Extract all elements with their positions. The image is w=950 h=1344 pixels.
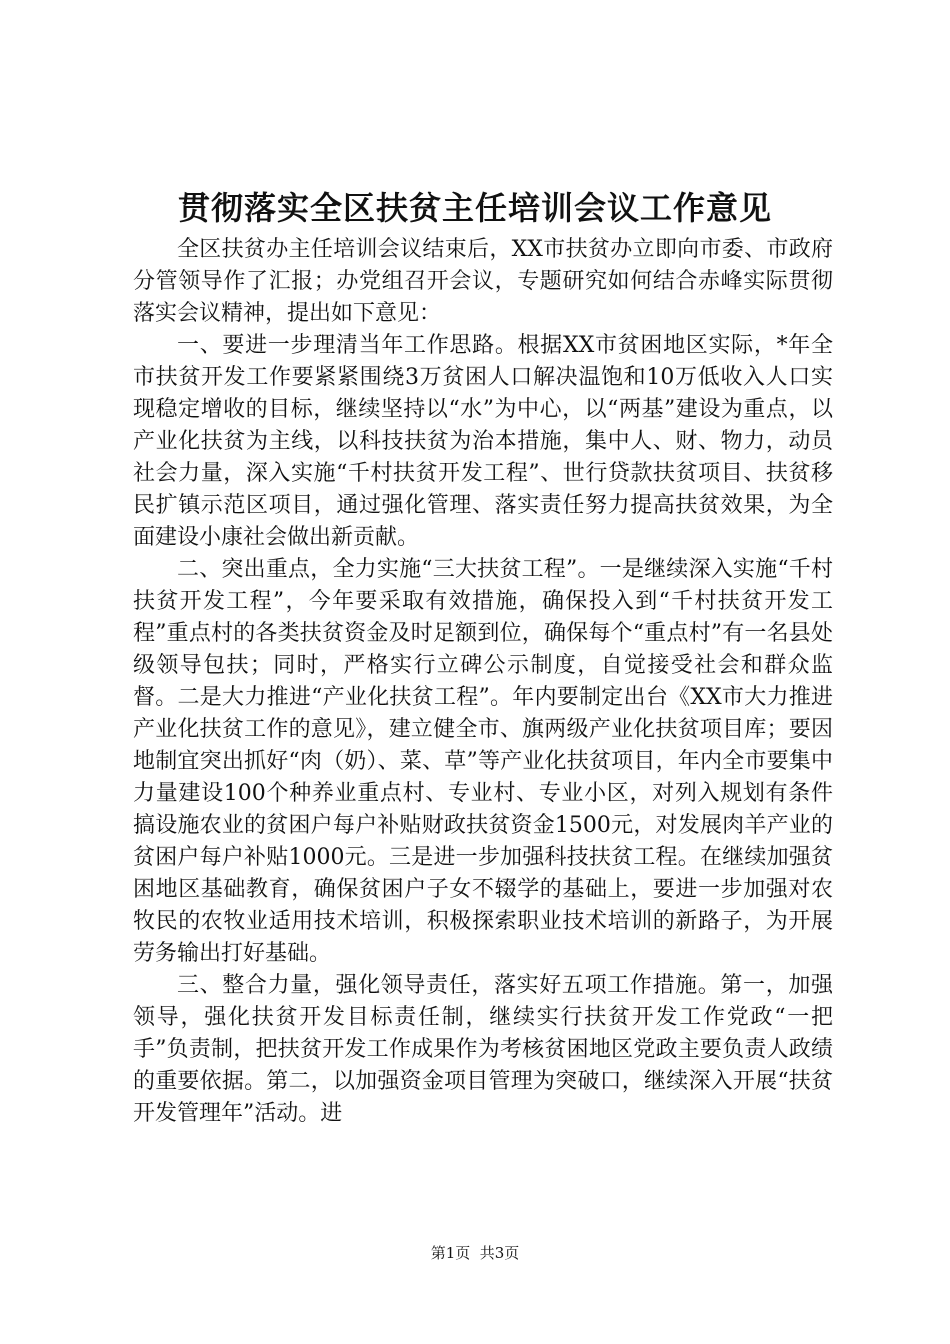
page-footer: 第1页 共3页 xyxy=(430,1244,520,1262)
paragraph-section-1: 一、要进一步理清当年工作思路。根据XX市贫困地区实际，*年全市扶贫开发工作要紧紧围绕3万贫困人口解决温饱和10万低收入人口实现稳定增收的目标，继续坚持以“水”为中心，以“两基”建设为重点，以产业化扶贫为主线，以科技扶贫为治本措施，集中人、财、物力，动员社会力量，深入实施“千村扶贫开发工程”、世行贷款扶贫项目、扶贫移民扩镇示范区项目，通过强化管理、落实责任努力提高扶贫效果，为全面建设小康社会做出新贡献。 xyxy=(133,333,833,550)
document-body xyxy=(133,234,833,1130)
paragraph-section-3: 三、整合力量，强化领导责任，落实好五项工作措施。第一，加强领导，强化扶贫开发目标责任制，继续实行扶贫开发工作党政“一把手”负责制，把扶贫开发工作成果作为考核贫困地区党政主要负责人政绩的重要依据。第二，以加强资金项目管理为突破口，继续深入开展“扶贫开发管理年”活动。进 xyxy=(133,973,833,1126)
paragraph-intro: 全区扶贫办主任培训会议结束后，XX市扶贫办立即向市委、市政府分管领导作了汇报；办党组召开会议，专题研究如何结合赤峰实际贯彻落实会议精神，提出如下意见： xyxy=(133,237,833,326)
document-title: 贯彻落实全区扶贫主任培训会议工作意见 xyxy=(177,189,772,227)
paragraph-section-2: 二、突出重点，全力实施“三大扶贫工程”。一是继续深入实施“千村扶贫开发工程”，今年要采取有效措施，确保投入到“千村扶贫开发工程”重点村的各类扶贫资金及时足额到位，确保每个“重点村”有一名县处级领导包扶；同时，严格实行立碑公示制度，自觉接受社会和群众监督。二是大力推进“产业化扶贫工程”。年内要制定出台《XX市大力推进产业化扶贫工作的意见》，建立健全市、旗两级产业化扶贫项目库；要因地制宜突出抓好“肉（奶）、菜、草”等产业化扶贫项目，年内全市要集中力量建设100个种养业重点村、专业村、专业小区，对列入规划有条件搞设施农业的贫困户每户补贴财政扶贫资金1500元，对发展肉羊产业的贫困户每户补贴1000元。三是进一步加强科技扶贫工程。在继续加强贫困地区基础教育，确保贫困户子女不辍学的基础上，要进一步加强对农牧民的农牧业适用技术培训，积极探索职业技术培训的新路子，为开展劳务输出打好基础。 xyxy=(133,557,833,966)
